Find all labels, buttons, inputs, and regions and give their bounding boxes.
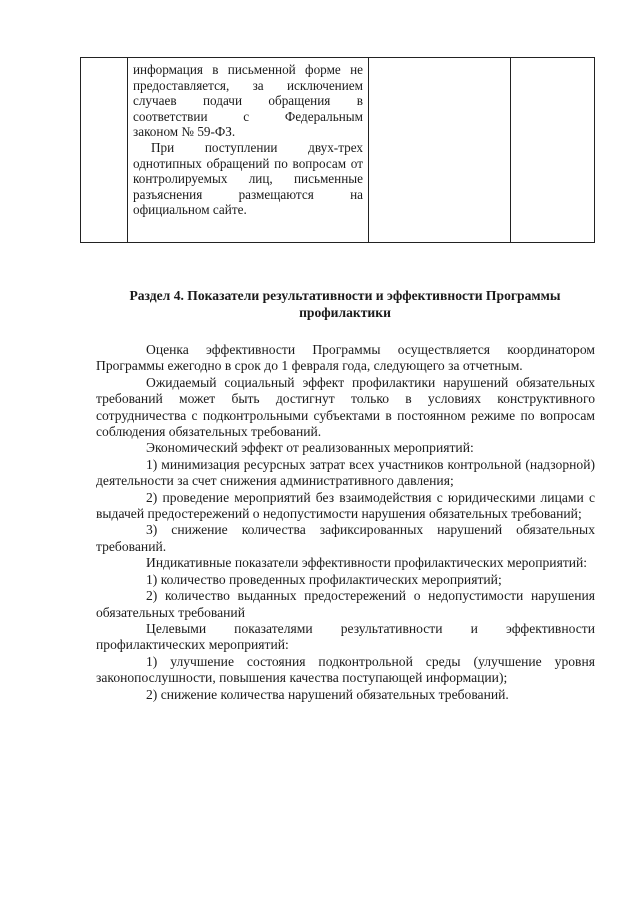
description-cell [128,58,369,243]
empty-cell [369,58,511,243]
empty-cell [511,58,595,243]
table-row [81,58,595,243]
list-item: 1) количество проведенных профилактических мероприятий; [146,571,502,587]
section-body [96,342,595,703]
list-item: 2) количество выданных предостережений о недопустимости нарушения обязательных требований [96,588,595,620]
cell-line: информация в письменной форме не [133,62,363,77]
number-cell [81,58,128,243]
section-heading: Раздел 4. Показатели результативности и эффективности Программы профилактики [129,288,561,320]
list-item: 1) минимизация ресурсных затрат всех участников контрольной (надзорной) деятельности за счет снижения административного давления; [96,456,595,489]
cell-line: случаев подачи обращения в [133,93,363,109]
list-item: 2) снижение количества нарушений обязательных требований. [146,686,509,702]
list-item: 1) улучшение состояния подконтрольной среды (улучшение уровня законопослушности, повышения качества поступающей информации); [96,653,595,686]
paragraph: Ожидаемый социальный эффект профилактики нарушений обязательных требований может быть достигнут только в условиях конструктивного сотрудничества с подконтрольными субъектами в постоянном режиме по вопросам соблюдения обязательных требований. [96,374,595,440]
list-item: 3) снижение количества зафиксированных нарушений обязательных требований. [96,522,595,554]
cell-line: предоставляется, за исключением [133,77,363,93]
cell-line: соответствии с Федеральным [133,108,363,124]
paragraph: Целевыми показателями результативности и эффективности профилактических мероприятий: [96,620,595,653]
list-item: 2) проведение мероприятий без взаимодействия с юридическими лицами с выдачей предостережений о недопустимости нарушения обязательных требований; [96,489,595,522]
paragraph: Экономический эффект от реализованных мероприятий: [146,440,474,456]
cell-line: законом № 59-ФЗ. [133,124,236,140]
paragraph: Оценка эффективности Программы осуществляется координатором Программы ежегодно в срок до 1 февраля года, следующего за отчетным. [96,342,595,374]
continuation-table [80,57,595,243]
cell-paragraph: При поступлении двух-трех однотипных обращений по вопросам от контролируемых лиц, письменные разъяснения размещаются на официальном сайте. [133,139,363,218]
paragraph: Индикативные показатели эффективности профилактических мероприятий: [146,555,588,571]
